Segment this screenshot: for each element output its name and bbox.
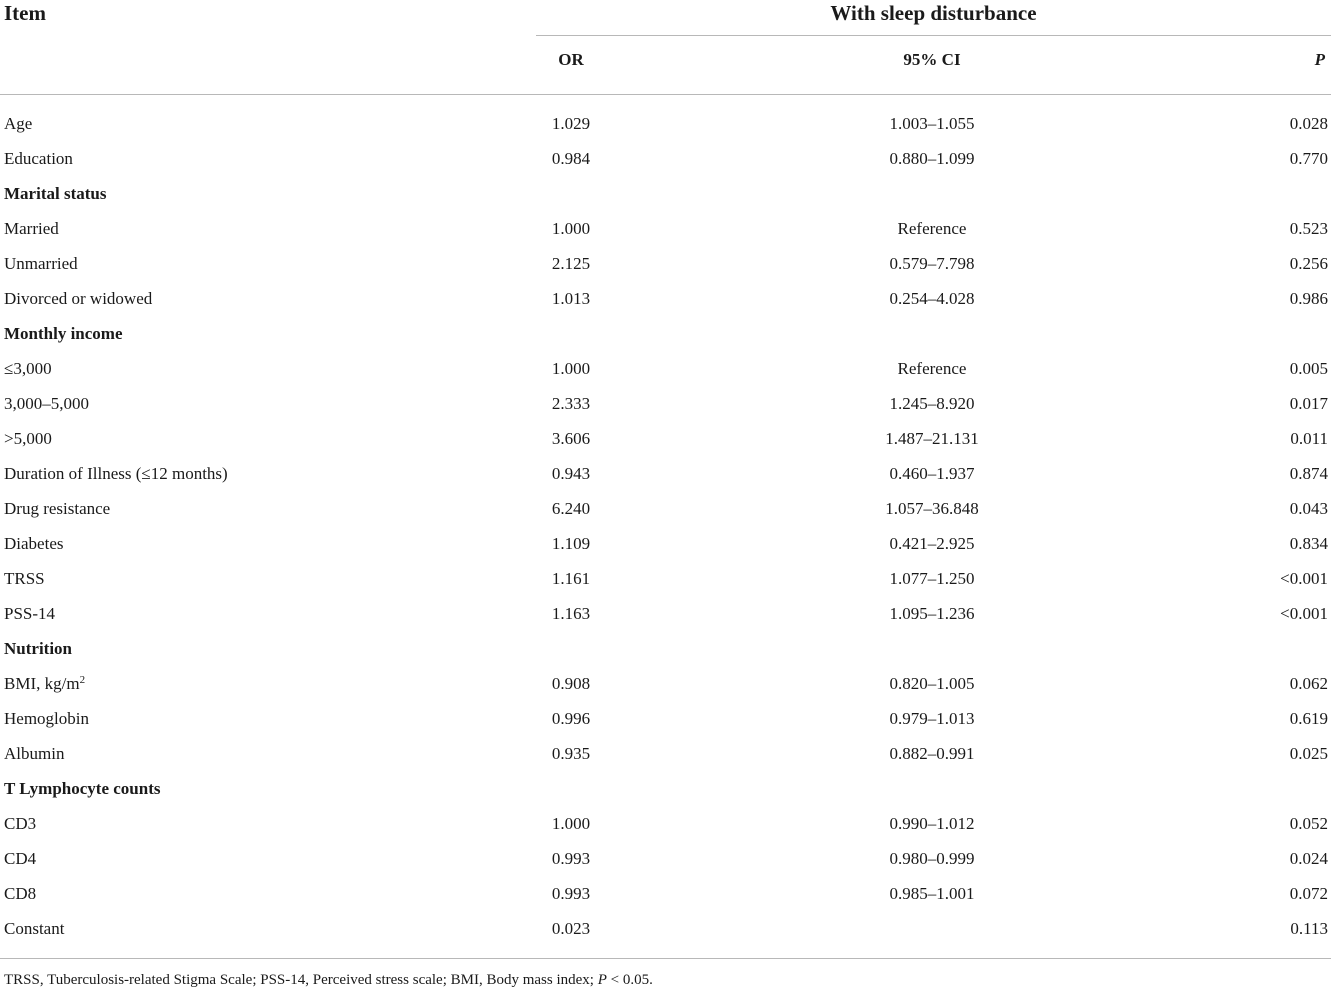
row-item-text: Diabetes	[4, 534, 64, 553]
row-or: 1.161	[551, 569, 591, 588]
row-ci: 0.980–0.999	[889, 849, 975, 868]
row-ci: 0.979–1.013	[889, 709, 975, 728]
row-item	[4, 393, 89, 415]
row-item	[4, 883, 36, 905]
table-row	[0, 813, 1331, 848]
header-or: OR	[558, 50, 584, 69]
row-item-text: Hemoglobin	[4, 709, 89, 728]
section-label	[4, 778, 161, 800]
row-or: 1.000	[551, 219, 591, 238]
row-p: 0.017	[1289, 394, 1328, 413]
row-ci: 0.990–1.012	[889, 814, 975, 833]
row-item	[4, 708, 89, 730]
row-or: 0.996	[551, 709, 591, 728]
section-row	[0, 323, 1331, 358]
row-item-text: CD4	[4, 849, 37, 868]
section-row	[0, 778, 1331, 813]
row-item-text: Divorced or widowed	[4, 289, 153, 308]
row-or: 0.984	[551, 149, 591, 168]
row-ci: 0.985–1.001	[889, 884, 975, 903]
row-ci: 0.579–7.798	[889, 254, 975, 273]
row-item	[4, 288, 152, 310]
row-item	[4, 253, 78, 275]
table-row	[0, 883, 1331, 918]
row-or: 6.240	[551, 499, 591, 518]
header-p: P	[1314, 50, 1325, 69]
row-item-text: PSS-14	[4, 604, 56, 623]
table-row	[0, 358, 1331, 393]
row-or: 1.000	[551, 814, 591, 833]
row-ci: Reference	[897, 219, 967, 238]
header-group-sleep-disturbance: With sleep disturbance	[830, 1, 1037, 25]
row-item	[4, 533, 63, 555]
row-item-text: Unmarried	[4, 254, 78, 273]
section-row	[0, 183, 1331, 218]
row-p: 0.523	[1289, 219, 1328, 238]
row-or: 1.109	[551, 534, 591, 553]
row-p: 0.072	[1289, 884, 1328, 903]
row-ci: 1.245–8.920	[889, 394, 975, 413]
row-item	[4, 848, 36, 870]
row-item-text: Married	[4, 219, 59, 238]
row-p: 0.052	[1289, 814, 1328, 833]
row-or: 0.935	[551, 744, 591, 763]
row-p: 0.025	[1289, 744, 1328, 763]
row-p: 0.011	[1290, 429, 1328, 448]
row-item	[4, 428, 52, 450]
row-or: 0.908	[551, 674, 591, 693]
row-p: 0.834	[1289, 534, 1328, 553]
row-item-text: Drug resistance	[4, 499, 111, 518]
row-ci: 1.057–36.848	[885, 499, 979, 518]
row-item-text: Age	[4, 114, 33, 133]
table-row	[0, 568, 1331, 603]
table-footnote	[4, 971, 653, 989]
header-group-rule	[536, 35, 1331, 36]
row-ci: Reference	[897, 359, 967, 378]
row-item	[4, 603, 55, 625]
row-p: 0.986	[1289, 289, 1328, 308]
table-row	[0, 288, 1331, 323]
row-item	[4, 358, 52, 380]
row-item	[4, 148, 73, 170]
row-ci: 0.820–1.005	[889, 674, 975, 693]
row-item-text: Albumin	[4, 744, 65, 763]
row-p: 0.005	[1289, 359, 1328, 378]
header-item: Item	[4, 1, 46, 25]
section-row	[0, 638, 1331, 673]
row-p: 0.770	[1289, 149, 1328, 168]
row-item-text: Constant	[4, 919, 65, 938]
row-p: 0.024	[1289, 849, 1328, 868]
row-or: 0.993	[551, 884, 591, 903]
row-item-text: CD3	[4, 814, 37, 833]
section-label	[4, 323, 123, 345]
row-or: 1.029	[551, 114, 591, 133]
row-ci: 1.095–1.236	[889, 604, 975, 623]
row-item-text: Marital status	[4, 184, 107, 203]
row-item	[4, 113, 32, 135]
row-item-text: Monthly income	[4, 324, 123, 343]
row-ci: 0.421–2.925	[889, 534, 975, 553]
table-row	[0, 113, 1331, 148]
header-rule	[0, 94, 1331, 95]
row-item	[4, 498, 110, 520]
row-item-text: ≤3,000	[4, 359, 52, 378]
row-item-text: TRSS	[4, 569, 45, 588]
row-or: 2.125	[551, 254, 591, 273]
table-row	[0, 253, 1331, 288]
row-item	[4, 813, 36, 835]
row-item-text: Education	[4, 149, 73, 168]
table-row	[0, 498, 1331, 533]
bottom-rule	[0, 958, 1331, 959]
section-label	[4, 183, 106, 205]
footnote-text: TRSS, Tuberculosis-related Stigma Scale; PSS-14, Perceived stress scale; BMI, Body mass index;	[4, 972, 598, 988]
row-ci: 0.880–1.099	[889, 149, 975, 168]
section-label	[4, 638, 72, 660]
row-ci: 0.460–1.937	[889, 464, 975, 483]
row-item-superscript: 2	[79, 674, 86, 686]
row-or: 2.333	[551, 394, 591, 413]
row-p: 0.062	[1289, 674, 1328, 693]
row-p: 0.874	[1289, 464, 1328, 483]
row-item-text: BMI, kg/m	[4, 674, 80, 693]
header-ci: 95% CI	[903, 50, 961, 69]
row-item	[4, 918, 64, 940]
row-or: 0.993	[551, 849, 591, 868]
row-item-text: CD8	[4, 884, 37, 903]
row-item	[4, 568, 45, 590]
footnote-threshold: < 0.05.	[606, 972, 653, 988]
row-item-text: Nutrition	[4, 639, 72, 658]
table-row	[0, 673, 1331, 708]
row-p: 0.028	[1289, 114, 1328, 133]
row-ci: 1.003–1.055	[889, 114, 975, 133]
table-row	[0, 218, 1331, 253]
table-row	[0, 708, 1331, 743]
row-p: <0.001	[1280, 569, 1328, 588]
row-p: 0.043	[1289, 499, 1328, 518]
row-or: 0.943	[551, 464, 591, 483]
row-item-text: T Lymphocyte counts	[4, 779, 161, 798]
row-or: 1.163	[551, 604, 591, 623]
row-p: 0.619	[1289, 709, 1328, 728]
row-item-text: 3,000–5,000	[4, 394, 89, 413]
table-row	[0, 463, 1331, 498]
row-item	[4, 743, 64, 765]
row-item	[4, 463, 228, 485]
table-row	[0, 848, 1331, 883]
row-item	[4, 673, 85, 695]
table-row	[0, 743, 1331, 778]
row-ci: 1.487–21.131	[885, 429, 979, 448]
row-item-text: Duration of Illness (≤12 months)	[4, 464, 228, 483]
row-ci: 1.077–1.250	[889, 569, 975, 588]
table-row	[0, 428, 1331, 463]
row-ci: 0.882–0.991	[889, 744, 975, 763]
row-or: 1.000	[551, 359, 591, 378]
row-or: 0.023	[551, 919, 591, 938]
row-item-text: >5,000	[4, 429, 52, 448]
row-item	[4, 218, 59, 240]
table-row	[0, 393, 1331, 428]
row-or: 3.606	[551, 429, 591, 448]
footnote-p-symbol: P	[597, 972, 607, 988]
table-row	[0, 148, 1331, 183]
row-p: 0.113	[1290, 919, 1328, 938]
row-p: <0.001	[1280, 604, 1328, 623]
row-p: 0.256	[1289, 254, 1328, 273]
table-row	[0, 918, 1331, 953]
table-row	[0, 533, 1331, 568]
table-row	[0, 603, 1331, 638]
row-or: 1.013	[551, 289, 591, 308]
row-ci: 0.254–4.028	[889, 289, 975, 308]
